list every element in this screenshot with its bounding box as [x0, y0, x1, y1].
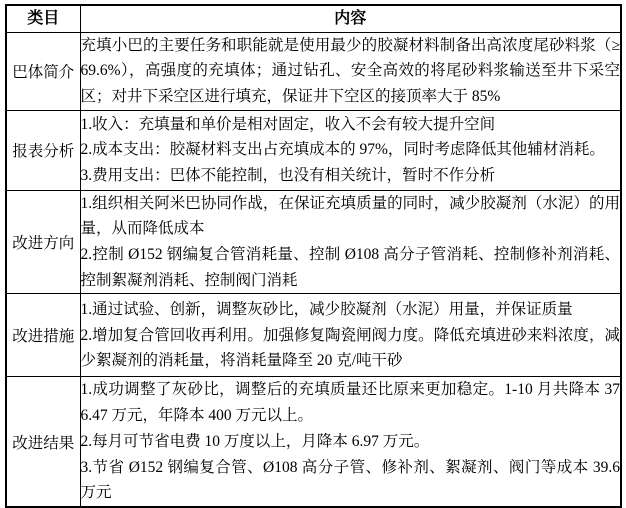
content-paragraph: 1.收入：充填量和单价是相对固定，收入不会有较大提升空间 — [80, 115, 496, 133]
content-paragraph: 2.成本支出：胶凝材料支出占充填成本的 97%，同时考虑降低其他辅材消耗。 — [80, 141, 605, 159]
row-category-label: 巴体简介 — [6, 32, 80, 110]
content-paragraph: 3.费用支出：巴体不能控制，也没有相关统计，暂时不作分析 — [80, 166, 496, 184]
row-content-cell — [80, 110, 621, 190]
content-paragraph: 1.通过试验、创新，调整灰砂比，减少胶凝剂（水泥）用量，并保证质量 — [80, 300, 573, 318]
table-header-row — [6, 5, 621, 32]
header-category-cell: 类目 — [6, 5, 80, 32]
table-row-improvement-direction — [6, 190, 621, 294]
row-category-label: 改进措施 — [6, 294, 80, 377]
content-paragraph: 1.组织相关阿米巴协同作战，在保证充填质量的同时，减少胶凝剂（水泥）的用量，从而降低成本 — [80, 194, 620, 238]
table-row-improvement-measures — [6, 294, 621, 377]
content-paragraph: 充填小巴的主要任务和职能就是使用最少的胶凝材料制备出高浓度尾砂料浆（≥69.6%），高强度的充填体；通过钻孔、安全高效的将尾砂料浆输送至井下采空区；对井下采空区进行填充，保证井下空区的接顶率大于 85% — [80, 36, 620, 105]
row-category-label: 改进结果 — [6, 377, 80, 507]
row-content-cell — [80, 294, 621, 377]
content-paragraph: 2.每月可节省电费 10 万度以上，月降本 6.97 万元。 — [80, 432, 430, 450]
table-row-improvement-results — [6, 377, 621, 507]
header-content-cell: 内容 — [80, 5, 621, 32]
content-paragraph: 1.成功调整了灰砂比，调整后的充填质量还比原来更加稳定。1-10 月共降本 376.47 万元，年降本 400 万元以上。 — [80, 381, 620, 425]
content-paragraph: 3.节省 Ø152 钢编复合管、Ø108 高分子管、修补剂、絮凝剂、阀门等成本 39.6 万元 — [80, 458, 620, 502]
content-paragraph: 2.控制 Ø152 钢编复合管消耗量、控制 Ø108 高分子管消耗、控制修补剂消耗、控制絮凝剂消耗、控制阀门消耗 — [80, 246, 620, 289]
row-content-cell — [80, 190, 621, 294]
summary-table — [5, 4, 622, 508]
row-content-cell — [80, 32, 621, 110]
row-content-cell — [80, 377, 621, 507]
table-row-intro — [6, 32, 621, 110]
row-category-label: 报表分析 — [6, 110, 80, 190]
row-category-label: 改进方向 — [6, 190, 80, 294]
table-row-report-analysis — [6, 110, 621, 190]
content-paragraph: 2.增加复合管回收再利用。加强修复陶瓷闸阀力度。降低充填进砂来料浓度，减少絮凝剂的消耗量，将消耗量降至 20 克/吨干砂 — [80, 326, 620, 370]
